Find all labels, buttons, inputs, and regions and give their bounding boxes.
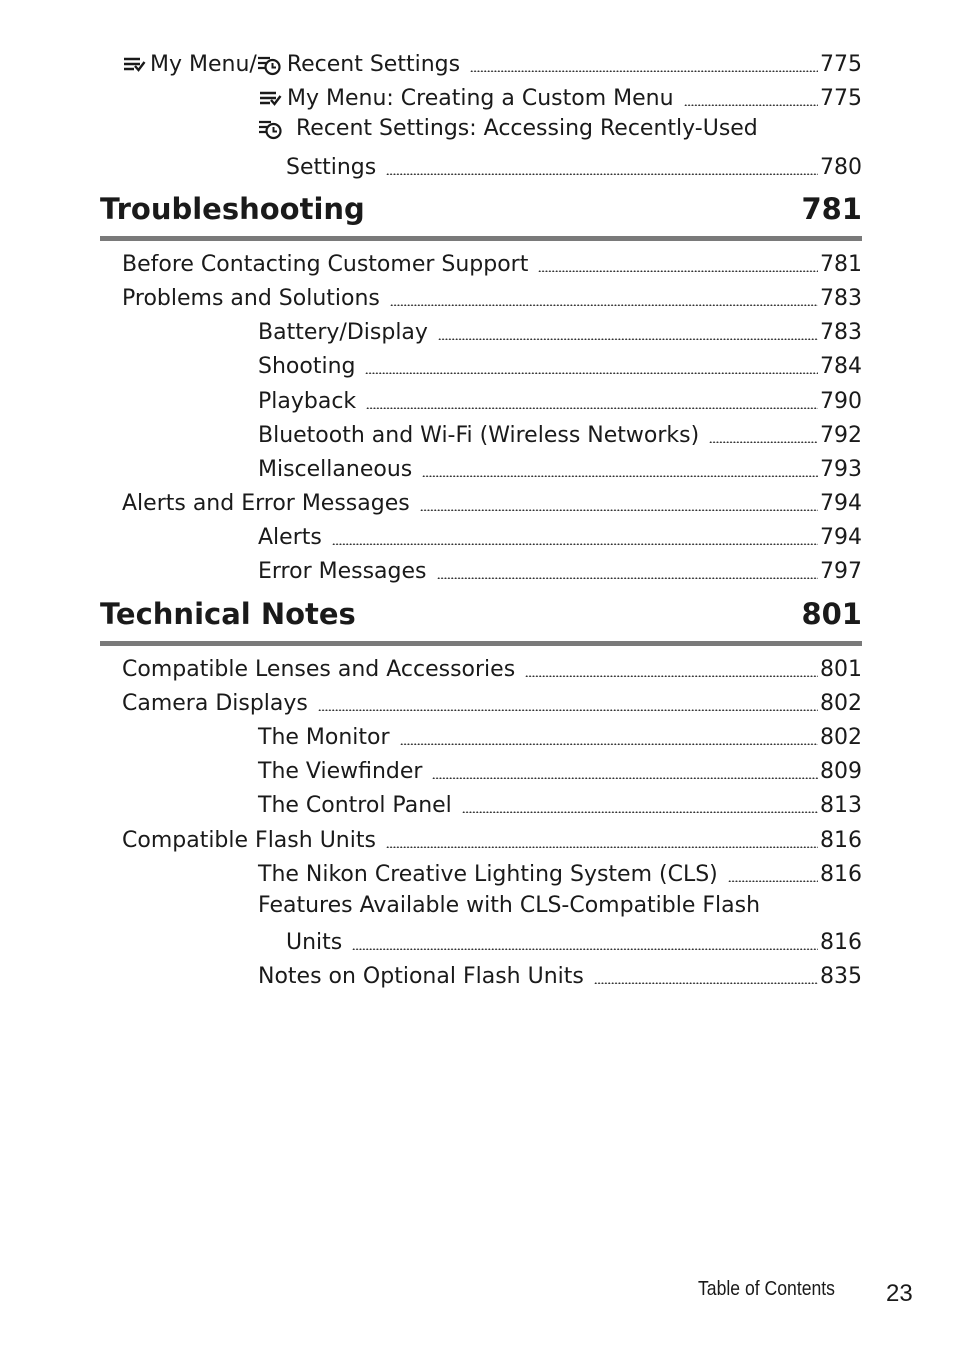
- toc-entry-page: 780: [820, 155, 862, 180]
- toc-entry-page: 816: [820, 862, 862, 887]
- dot-leader: [400, 743, 818, 745]
- dot-leader: [332, 543, 818, 545]
- dot-leader: [437, 577, 818, 579]
- toc-entry-label: The Control Panel: [258, 793, 452, 818]
- toc-entry[interactable]: [258, 381, 862, 415]
- toc-entry-label: The Viewfinder: [258, 759, 423, 784]
- toc-entry-label: Features Available with CLS-Compatible Flash: [258, 893, 761, 918]
- toc-entry-label: My Menu: Creating a Custom Menu: [287, 86, 674, 111]
- toc-entry[interactable]: [258, 449, 862, 483]
- toc-entry-label: Notes on Optional Flash Units: [258, 964, 584, 989]
- dot-leader: [709, 441, 818, 443]
- toc-entry-label: Settings: [286, 155, 377, 180]
- toc-entry-page: 797: [820, 559, 862, 584]
- toc-entry-line1[interactable]: [258, 893, 760, 919]
- toc-entry-label: Miscellaneous: [258, 457, 413, 482]
- dot-leader: [438, 338, 818, 340]
- toc-entry-page: 790: [820, 389, 862, 414]
- toc-entry-page: 775: [820, 86, 862, 111]
- section-title[interactable]: Technical Notes: [100, 597, 356, 631]
- toc-entry-label: Shooting: [258, 354, 356, 379]
- toc-entry-label: Camera Displays: [122, 691, 308, 716]
- toc-entry-label: Bluetooth and Wi-Fi (Wireless Networks): [258, 423, 700, 448]
- page-number: 23: [886, 1280, 913, 1307]
- dot-leader: [728, 880, 818, 882]
- toc-entry-label: Error Messages: [258, 559, 427, 584]
- toc-entry-my-menu-custom[interactable]: [258, 78, 862, 112]
- toc-entry-label: Recent Settings: Accessing Recently-Used: [296, 116, 758, 141]
- dot-leader: [470, 70, 818, 72]
- section-rule: [100, 236, 862, 241]
- toc-entry-page: 783: [820, 320, 862, 345]
- toc-entry-page: 835: [820, 964, 862, 989]
- recent-settings-icon: [257, 54, 281, 76]
- dot-leader: [386, 173, 818, 175]
- footer-label: Table of Contents: [698, 1278, 835, 1300]
- toc-entry-page: 794: [820, 525, 862, 550]
- toc-entry-label: Recent Settings: [286, 52, 461, 77]
- toc-entry[interactable]: [258, 751, 862, 785]
- dot-leader: [366, 407, 818, 409]
- dot-leader: [365, 372, 818, 374]
- dot-leader: [318, 709, 818, 711]
- toc-entry-page: 784: [820, 354, 862, 379]
- toc-entry[interactable]: [258, 551, 862, 585]
- toc-entry-page: 794: [820, 491, 862, 516]
- section-rule: [100, 641, 862, 646]
- dot-leader: [352, 948, 818, 950]
- toc-entry[interactable]: [258, 854, 862, 888]
- toc-entry[interactable]: [258, 312, 862, 346]
- dot-leader: [538, 270, 818, 272]
- toc-entry-label: Before Contacting Customer Support: [122, 252, 529, 277]
- dot-leader: [386, 846, 818, 848]
- toc-entry-label: Compatible Flash Units: [122, 828, 376, 853]
- dot-leader: [462, 811, 818, 813]
- toc-entry-page: 816: [820, 930, 862, 955]
- dot-leader: [390, 304, 818, 306]
- section-title[interactable]: Troubleshooting: [100, 192, 365, 226]
- my-menu-icon: [122, 54, 146, 76]
- toc-entry[interactable]: [258, 346, 862, 380]
- toc-entry-label: Playback: [258, 389, 357, 414]
- toc-entry-label: The Nikon Creative Lighting System (CLS): [258, 862, 718, 887]
- toc-entry-page: 792: [820, 423, 862, 448]
- dot-leader: [420, 509, 818, 511]
- section-page: 801: [801, 597, 862, 631]
- dot-leader: [684, 104, 818, 106]
- toc-entry-line2[interactable]: [286, 922, 862, 956]
- dot-leader: [432, 777, 818, 779]
- toc-entry-recent-line1[interactable]: [258, 116, 758, 142]
- my-menu-icon: [258, 88, 282, 110]
- dot-leader: [422, 475, 818, 477]
- toc-entry-label: My Menu/: [150, 52, 257, 77]
- dot-leader: [525, 675, 818, 677]
- toc-entry-page: 783: [820, 286, 862, 311]
- toc-entry-label: Alerts: [258, 525, 322, 550]
- dot-leader: [594, 982, 818, 984]
- toc-entry-page: 801: [820, 657, 862, 682]
- toc-entry[interactable]: [258, 785, 862, 819]
- toc-entry[interactable]: [122, 278, 862, 312]
- section-page: 781: [801, 192, 862, 226]
- toc-entry[interactable]: [258, 517, 862, 551]
- toc-entry[interactable]: [122, 483, 862, 517]
- toc-entry[interactable]: [258, 956, 862, 990]
- toc-entry-page: 775: [820, 52, 862, 77]
- toc-entry-label: Problems and Solutions: [122, 286, 380, 311]
- toc-entry-label: Units: [286, 930, 343, 955]
- toc-entry-recent-line2[interactable]: [286, 147, 862, 181]
- toc-entry-label: Alerts and Error Messages: [122, 491, 410, 516]
- recent-settings-icon: [258, 118, 282, 140]
- toc-entry-page: 816: [820, 828, 862, 853]
- toc-entry-page: 802: [820, 691, 862, 716]
- toc-entry[interactable]: [122, 683, 862, 717]
- toc-entry-label: The Monitor: [258, 725, 390, 750]
- toc-entry-label: Compatible Lenses and Accessories: [122, 657, 516, 682]
- toc-entry[interactable]: [122, 244, 862, 278]
- toc-entry[interactable]: [122, 649, 862, 683]
- toc-entry-page: 793: [820, 457, 862, 482]
- toc-entry[interactable]: [122, 820, 862, 854]
- toc-entry-page: 781: [820, 252, 862, 277]
- toc-entry-page: 802: [820, 725, 862, 750]
- toc-entry-page: 809: [820, 759, 862, 784]
- toc-entry[interactable]: [258, 717, 862, 751]
- toc-entry-page: 813: [820, 793, 862, 818]
- toc-entry-label: Battery/Display: [258, 320, 428, 345]
- toc-entry[interactable]: [258, 415, 862, 449]
- toc-entry-my-menu-recent[interactable]: [122, 44, 862, 78]
